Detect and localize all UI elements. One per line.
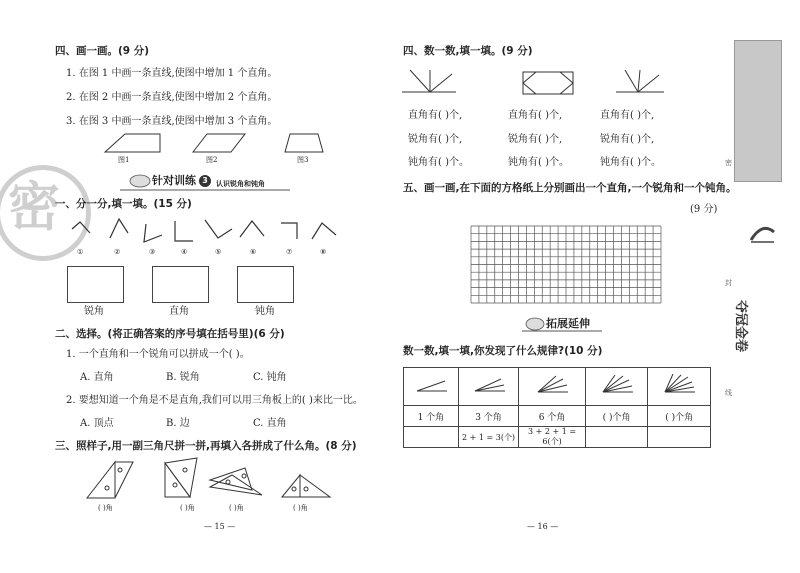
- sidebar-label-xian: 线: [725, 389, 732, 397]
- pattern-count-2: 3 个角: [458, 406, 519, 427]
- draw-item-1: 1. 在图 1 中画一条直线,使图中增加 1 个直角。: [66, 68, 278, 79]
- binding-sidebar: [722, 40, 780, 535]
- figure-1-label: 图1: [118, 156, 130, 164]
- section-title-choice: 二、选择。(将正确答案的序号填在括号里)(6 分): [55, 328, 285, 340]
- set-square-answer-4: ( )角: [293, 504, 308, 512]
- rays-3-figure: [469, 375, 509, 395]
- choice-question-2: 2. 要想知道一个角是不是直角,我们可以用三角板上的( )来比一比。: [66, 395, 363, 406]
- pattern-formula-3: 3 + 2 + 1 = 6(个): [519, 427, 586, 448]
- banner-training-number: 3: [199, 175, 211, 187]
- choice-q2-option-c: C. 直角: [253, 418, 287, 429]
- pattern-cell-5: [648, 368, 711, 406]
- rays-6-figure: [532, 374, 572, 396]
- section-title-pattern: 数一数,填一填,你发现了什么规律?(10 分): [403, 345, 603, 357]
- section-title-grid-draw: 五、画一画,在下面的方格纸上分别画出一个直角,一个锐角和一个钝角。: [403, 182, 737, 194]
- count-obtuse-angles-1: 钝角有( )个。: [408, 157, 469, 168]
- angle-number-1: ①: [77, 248, 84, 256]
- figure-2-label: 图2: [206, 156, 218, 164]
- banner-extension-title: 拓展延伸: [546, 317, 590, 330]
- sidebar-label-feng: 封: [725, 279, 732, 287]
- set-square-answer-1: ( )角: [98, 504, 113, 512]
- choice-q1-option-b: B. 锐角: [166, 372, 200, 383]
- rays-1-figure: [411, 375, 451, 395]
- choice-q2-option-b: B. 边: [166, 418, 190, 429]
- angle-number-3: ③: [149, 248, 156, 256]
- count-acute-angles-2: 锐角有( )个,: [508, 134, 563, 145]
- angle-number-2: ②: [114, 248, 121, 256]
- angle-number-5: ⑤: [215, 248, 222, 256]
- pattern-count-4[interactable]: ( )个角: [585, 406, 648, 427]
- pattern-cell-3: [519, 368, 586, 406]
- pattern-count-1: 1 个角: [404, 406, 459, 427]
- box-label-right: 直角: [169, 306, 189, 317]
- pattern-cell-1: [404, 368, 459, 406]
- watermark-stamp-text: 密: [8, 177, 61, 238]
- pattern-formula-5[interactable]: [648, 427, 711, 448]
- draw-item-2: 2. 在图 2 中画一条直线,使图中增加 2 个直角。: [66, 92, 278, 103]
- choice-q2-option-a: A. 顶点: [80, 418, 114, 429]
- brand-title: 夺冠金卷: [733, 300, 748, 353]
- grid-draw-score: (9 分): [690, 204, 718, 215]
- set-square-answer-3: ( )角: [229, 504, 244, 512]
- count-obtuse-angles-3: 钝角有( )个。: [600, 157, 661, 168]
- set-square-answer-2: ( )角: [180, 504, 195, 512]
- count-acute-angles-3: 锐角有( )个,: [600, 134, 655, 145]
- page-number-right: — 16 —: [527, 522, 559, 531]
- sidebar-label-mi: 密: [725, 159, 732, 167]
- angle-number-7: ⑦: [286, 248, 293, 256]
- section-title-set-squares: 三、照样子,用一副三角尺拼一拼,再填入各拼成了什么角。(8 分): [55, 440, 357, 452]
- draw-item-3: 3. 在图 3 中画一条直线,使图中增加 3 个直角。: [66, 116, 278, 127]
- rays-10-figure: [597, 374, 637, 396]
- count-right-angles-1: 直角有( )个,: [408, 110, 463, 121]
- choice-question-1: 1. 一个直角和一个锐角可以拼成一个( )。: [66, 349, 250, 360]
- set-square-pair-2: [165, 458, 197, 497]
- pattern-formula-2: 2 + 1 = 3(个): [458, 427, 519, 448]
- rays-15-figure: [659, 374, 699, 396]
- pattern-count-5[interactable]: ( )个角: [648, 406, 711, 427]
- banner-training-subtitle: 认识锐角和钝角: [216, 180, 265, 188]
- angle-number-6: ⑥: [250, 248, 257, 256]
- pattern-cell-2: [458, 368, 519, 406]
- pattern-cell-4: [585, 368, 648, 406]
- set-square-pair-1: [87, 462, 133, 498]
- pattern-table: [403, 367, 711, 448]
- choice-q1-option-a: A. 直角: [80, 372, 114, 383]
- page-number-left: — 15 —: [204, 522, 236, 531]
- count-right-angles-3: 直角有( )个,: [600, 110, 655, 121]
- figure-3-label: 图3: [297, 156, 309, 164]
- pattern-count-3: 6 个角: [519, 406, 586, 427]
- brand-logo-icon: [748, 222, 776, 244]
- count-obtuse-angles-2: 钝角有( )个。: [508, 157, 569, 168]
- pattern-formula-4[interactable]: [585, 427, 648, 448]
- count-acute-angles-1: 锐角有( )个,: [408, 134, 463, 145]
- section-title-draw: 四、画一画。(9 分): [55, 45, 150, 57]
- count-right-angles-2: 直角有( )个,: [508, 110, 563, 121]
- choice-q1-option-c: C. 钝角: [253, 372, 287, 383]
- angle-number-8: ⑧: [320, 248, 327, 256]
- banner-training-title: 针对训练: [152, 174, 196, 187]
- box-label-obtuse: 钝角: [255, 306, 275, 317]
- set-square-pair-3: [210, 468, 262, 495]
- pattern-formula-1: [404, 427, 459, 448]
- set-square-pair-4: [282, 475, 330, 497]
- angle-number-4: ④: [181, 248, 188, 256]
- section-title-count: 四、数一数,填一填。(9 分): [403, 45, 533, 57]
- sidebar-dark-panel: [734, 40, 782, 182]
- box-label-acute: 锐角: [84, 306, 104, 317]
- section-title-classify: 一、分一分,填一填。(15 分): [55, 198, 192, 210]
